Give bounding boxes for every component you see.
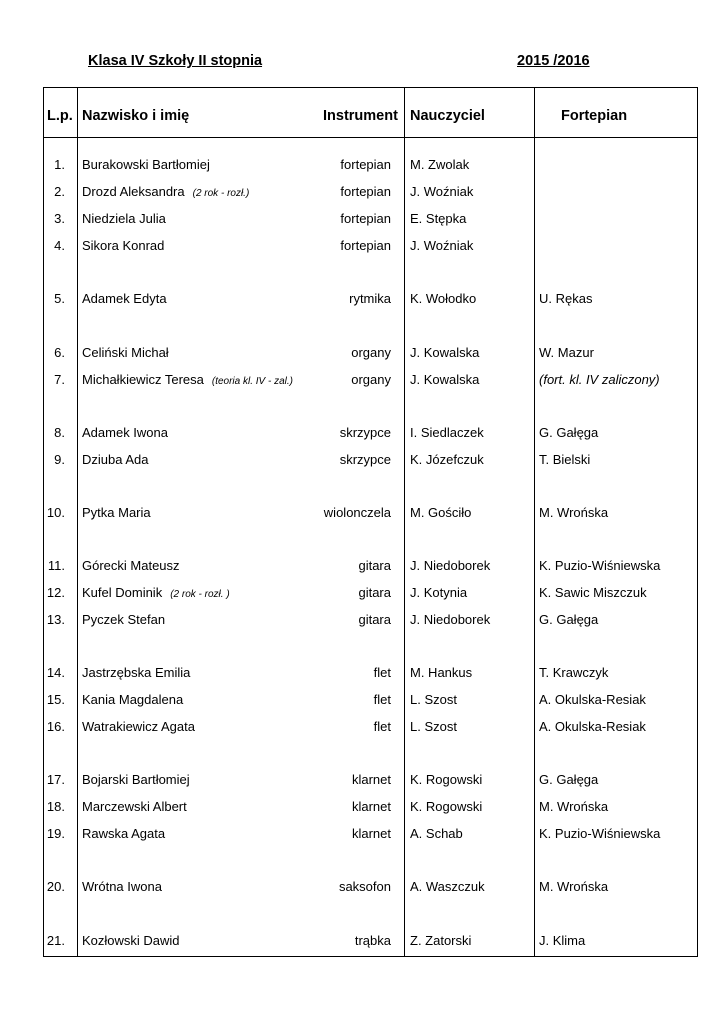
student-name-cell — [82, 772, 190, 788]
teacher: M. Hankus — [410, 665, 473, 680]
piano-teacher: W. Mazur — [539, 345, 594, 360]
instrument: flet — [373, 692, 391, 707]
instrument: skrzypce — [339, 425, 391, 440]
column-header-teacher: Nauczyciel — [410, 108, 485, 124]
student-name: Bojarski Bartłomiej — [82, 772, 190, 787]
instrument: gitara — [358, 585, 391, 600]
row-number: 11. — [47, 558, 65, 573]
piano-teacher: G. Gałęga — [539, 772, 599, 787]
column-header-name: Nazwisko i imię — [82, 108, 190, 124]
teacher: E. Stępka — [410, 211, 467, 226]
teacher: J. Niedoborek — [410, 558, 491, 573]
instrument: skrzypce — [339, 452, 391, 467]
piano-teacher: A. Okulska-Resiak — [539, 719, 646, 734]
teacher: K. Rogowski — [410, 799, 483, 814]
instrument: fortepian — [340, 238, 391, 253]
student-name: Burakowski Bartłomiej — [82, 157, 210, 172]
piano-teacher: K. Puzio-Wiśniewska — [539, 826, 661, 841]
teacher: I. Siedlaczek — [410, 425, 484, 440]
student-name-cell — [82, 505, 151, 521]
row-number: 8. — [54, 425, 65, 440]
student-name: Wrótna Iwona — [82, 879, 162, 894]
teacher: J. Woźniak — [410, 184, 474, 199]
instrument: fortepian — [340, 211, 391, 226]
student-name-cell — [82, 585, 230, 603]
row-number: 9. — [54, 452, 65, 467]
student-name: Adamek Iwona — [82, 425, 168, 440]
student-name-cell — [82, 291, 167, 307]
teacher: M. Gościło — [410, 505, 472, 520]
row-number: 16. — [46, 719, 65, 734]
student-name-cell — [82, 879, 162, 895]
row-number: 5. — [54, 291, 65, 306]
teacher: A. Waszczuk — [410, 879, 485, 894]
row-number: 2. — [54, 184, 65, 199]
instrument: gitara — [358, 612, 391, 627]
instrument: trąbka — [354, 933, 391, 948]
row-number: 17. — [46, 772, 65, 787]
row-number: 12. — [46, 585, 65, 600]
row-number: 3. — [54, 211, 65, 226]
instrument: fortepian — [340, 184, 391, 199]
instrument: klarnet — [351, 772, 391, 787]
piano-teacher: K. Puzio-Wiśniewska — [539, 558, 661, 573]
piano-teacher: T. Krawczyk — [539, 665, 609, 680]
teacher: J. Woźniak — [410, 238, 474, 253]
student-name-cell — [82, 425, 168, 441]
student-name-cell — [82, 558, 180, 574]
student-name: Kufel Dominik — [82, 585, 163, 600]
row-number: 19. — [46, 826, 65, 841]
student-name: Marczewski Albert — [82, 799, 187, 814]
instrument: saksofon — [338, 879, 391, 894]
student-name: Kozłowski Dawid — [82, 933, 180, 948]
student-name-cell — [82, 692, 183, 708]
row-number: 14. — [46, 665, 65, 680]
student-name: Dziuba Ada — [82, 452, 149, 467]
student-note: (2 rok - rozł.) — [192, 188, 250, 199]
row-number: 1. — [54, 157, 65, 172]
piano-teacher: G. Gałęga — [539, 425, 599, 440]
teacher: M. Zwolak — [410, 157, 470, 172]
row-number: 13. — [46, 612, 65, 627]
student-name: Niedziela Julia — [82, 211, 166, 226]
teacher: K. Józefczuk — [410, 452, 484, 467]
student-name: Pytka Maria — [82, 505, 151, 520]
row-number: 18. — [46, 799, 65, 814]
column-header-piano: Fortepian — [561, 108, 628, 124]
teacher: Z. Zatorski — [410, 933, 472, 948]
row-number: 20. — [46, 879, 65, 894]
document-title: Klasa IV Szkoły II stopnia — [88, 53, 263, 69]
student-name-cell — [82, 184, 249, 202]
student-name-cell — [82, 345, 169, 361]
student-name: Pyczek Stefan — [82, 612, 166, 627]
instrument: wiolonczela — [323, 505, 391, 520]
piano-teacher: K. Sawic Miszczuk — [539, 585, 647, 600]
row-number: 4. — [54, 238, 65, 253]
student-name-cell — [82, 372, 293, 390]
student-name: Sikora Konrad — [82, 238, 165, 253]
teacher: A. Schab — [410, 826, 463, 841]
student-name: Jastrzębska Emilia — [82, 665, 191, 680]
row-number: 6. — [54, 345, 65, 360]
student-name: Michałkiewicz Teresa — [82, 372, 204, 387]
column-divider — [404, 87, 405, 957]
student-name-cell — [82, 799, 187, 815]
student-name-cell — [82, 452, 149, 468]
instrument: rytmika — [349, 291, 391, 306]
student-name: Watrakiewicz Agata — [82, 719, 195, 734]
student-name-cell — [82, 933, 180, 949]
student-name: Kania Magdalena — [82, 692, 184, 707]
student-name: Drozd Aleksandra — [82, 184, 185, 199]
piano-teacher: G. Gałęga — [539, 612, 599, 627]
student-name-cell — [82, 826, 165, 842]
student-name-cell — [82, 665, 190, 681]
piano-teacher: M. Wrońska — [539, 505, 609, 520]
student-name-cell — [82, 238, 164, 254]
piano-teacher: A. Okulska-Resiak — [539, 692, 646, 707]
teacher: L. Szost — [410, 692, 457, 707]
instrument: organy — [351, 345, 391, 360]
piano-teacher: (fort. kl. IV zaliczony) — [539, 372, 660, 387]
header-divider — [43, 137, 698, 138]
instrument: gitara — [358, 558, 391, 573]
piano-teacher: M. Wrońska — [539, 879, 609, 894]
student-name: Celiński Michał — [82, 345, 169, 360]
teacher: J. Kowalska — [410, 345, 480, 360]
column-header-instrument: Instrument — [323, 108, 398, 124]
piano-teacher: U. Rękas — [539, 291, 593, 306]
teacher: J. Kowalska — [410, 372, 480, 387]
student-name-cell — [82, 211, 166, 227]
piano-teacher: T. Bielski — [539, 452, 591, 467]
piano-teacher: M. Wrońska — [539, 799, 609, 814]
school-year: 2015 /2016 — [517, 53, 590, 69]
row-number: 10. — [46, 505, 65, 520]
row-number: 7. — [54, 372, 65, 387]
student-name: Adamek Edyta — [82, 291, 167, 306]
student-note: (2 rok - rozł. ) — [170, 589, 230, 600]
instrument: fortepian — [340, 157, 391, 172]
instrument: klarnet — [351, 826, 391, 841]
instrument: klarnet — [351, 799, 391, 814]
student-name: Rawska Agata — [82, 826, 166, 841]
instrument: organy — [351, 372, 391, 387]
student-name-cell — [82, 157, 210, 173]
teacher: K. Wołodko — [410, 291, 477, 306]
student-name-cell — [82, 612, 165, 628]
teacher: L. Szost — [410, 719, 457, 734]
row-number: 21. — [46, 933, 65, 948]
student-name: Górecki Mateusz — [82, 558, 180, 573]
column-divider — [77, 87, 78, 957]
teacher: J. Kotynia — [410, 585, 468, 600]
teacher: J. Niedoborek — [410, 612, 491, 627]
instrument: flet — [373, 665, 391, 680]
teacher: K. Rogowski — [410, 772, 483, 787]
instrument: flet — [373, 719, 391, 734]
column-divider — [534, 87, 535, 957]
piano-teacher: J. Klima — [539, 933, 586, 948]
row-number: 15. — [46, 692, 65, 707]
student-name-cell — [82, 719, 195, 735]
student-note: (teoria kl. IV - zal.) — [211, 376, 293, 387]
column-header-lp: L.p. — [47, 108, 73, 124]
